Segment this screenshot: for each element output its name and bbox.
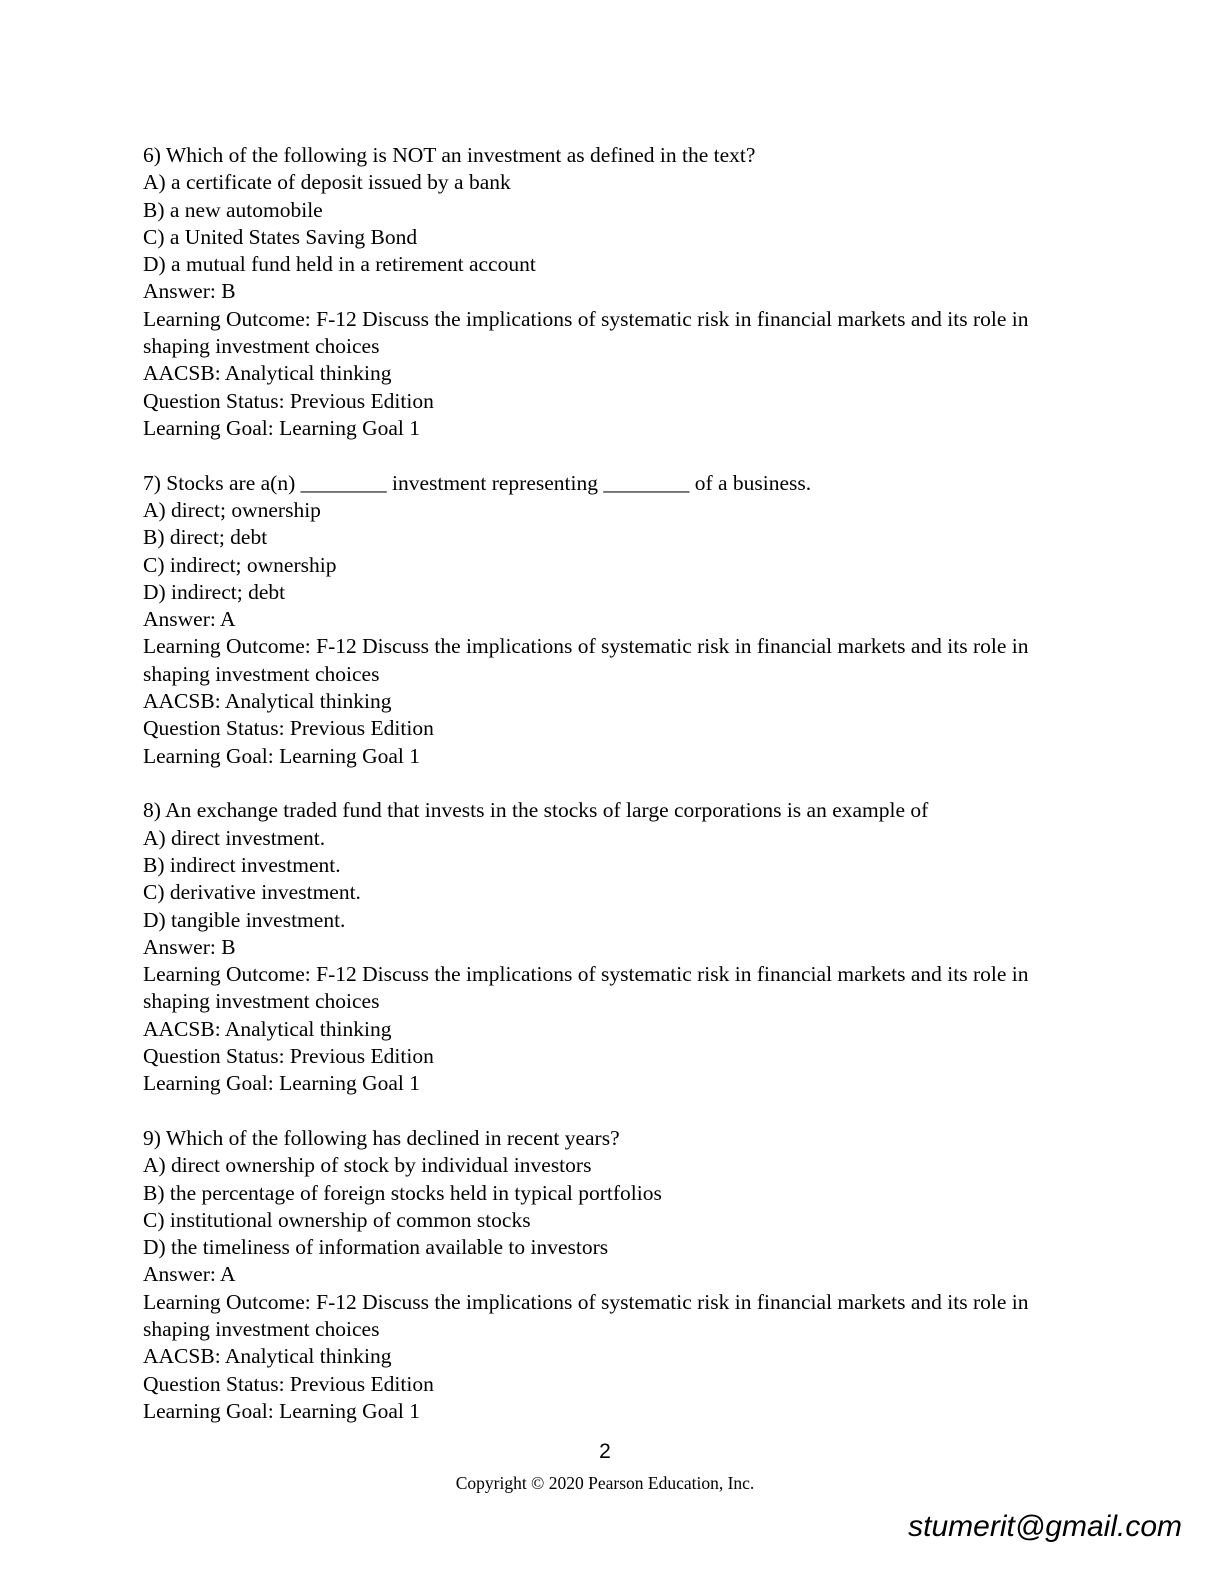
option-a: A) direct; ownership [143,497,321,522]
question-status: Question Status: Previous Edition [143,1043,434,1068]
option-c: C) indirect; ownership [143,552,337,577]
option-b: B) direct; debt [143,525,268,550]
option-d: D) tangible investment. [143,907,346,932]
question-status: Question Status: Previous Edition [143,716,434,741]
copyright-notice: Copyright © 2020 Pearson Education, Inc. [455,1473,755,1493]
answer: Answer: A [143,607,236,632]
option-c: C) institutional ownership of common stocks [143,1207,531,1232]
aacsb: AACSB: Analytical thinking [143,1016,392,1041]
option-d: D) the timeliness of information available to investors [143,1235,609,1260]
email-watermark: stumerit@gmail.com [908,1510,1182,1543]
option-d: D) indirect; debt [143,579,286,604]
question-block-6 [143,142,1073,442]
answer: Answer: B [143,934,236,959]
option-b: B) indirect investment. [143,852,341,877]
answer: Answer: A [143,1262,236,1287]
question-text: 8) An exchange traded fund that invests in the stocks of large corporations is an example of [143,798,929,823]
aacsb: AACSB: Analytical thinking [143,689,392,714]
page-number: 2 [599,1440,611,1463]
learning-outcome: Learning Outcome: F-12 Discuss the implications of systematic risk in financial markets and its role in shaping investment choices [143,962,1029,1014]
learning-outcome: Learning Outcome: F-12 Discuss the implications of systematic risk in financial markets and its role in shaping investment choices [143,306,1029,359]
learning-outcome: Learning Outcome: F-12 Discuss the implications of systematic risk in financial markets and its role in shaping investment choices [143,1289,1029,1342]
question-status: Question Status: Previous Edition [143,1371,434,1396]
learning-goal: Learning Goal: Learning Goal 1 [143,743,421,768]
option-b: B) a new automobile [143,197,323,222]
question-block-7 [143,470,1073,770]
option-a: A) direct investment. [143,825,326,850]
question-status: Question Status: Previous Edition [143,388,434,413]
question-text: 7) Stocks are a(n) ________ investment representing ________ of a business. [143,470,812,495]
option-a: A) a certificate of deposit issued by a bank [143,170,511,195]
option-c: C) a United States Saving Bond [143,224,418,249]
option-b: B) the percentage of foreign stocks held in typical portfolios [143,1180,662,1205]
learning-outcome: Learning Outcome: F-12 Discuss the implications of systematic risk in financial markets and its role in shaping investment choices [143,634,1029,686]
question-list [143,142,1073,1453]
aacsb: AACSB: Analytical thinking [143,361,392,386]
question-text: 9) Which of the following has declined in recent years? [143,1125,620,1150]
question-block-8 [143,797,1073,1097]
learning-goal: Learning Goal: Learning Goal 1 [143,1071,421,1096]
option-c: C) derivative investment. [143,880,361,905]
answer: Answer: B [143,279,236,304]
learning-goal: Learning Goal: Learning Goal 1 [143,1398,421,1423]
question-text: 6) Which of the following is NOT an investment as defined in the text? [143,143,756,167]
learning-goal: Learning Goal: Learning Goal 1 [143,415,421,440]
option-d: D) a mutual fund held in a retirement account [143,252,536,277]
option-a: A) direct ownership of stock by individual investors [143,1153,592,1178]
aacsb: AACSB: Analytical thinking [143,1344,392,1369]
question-block-9 [143,1125,1073,1425]
